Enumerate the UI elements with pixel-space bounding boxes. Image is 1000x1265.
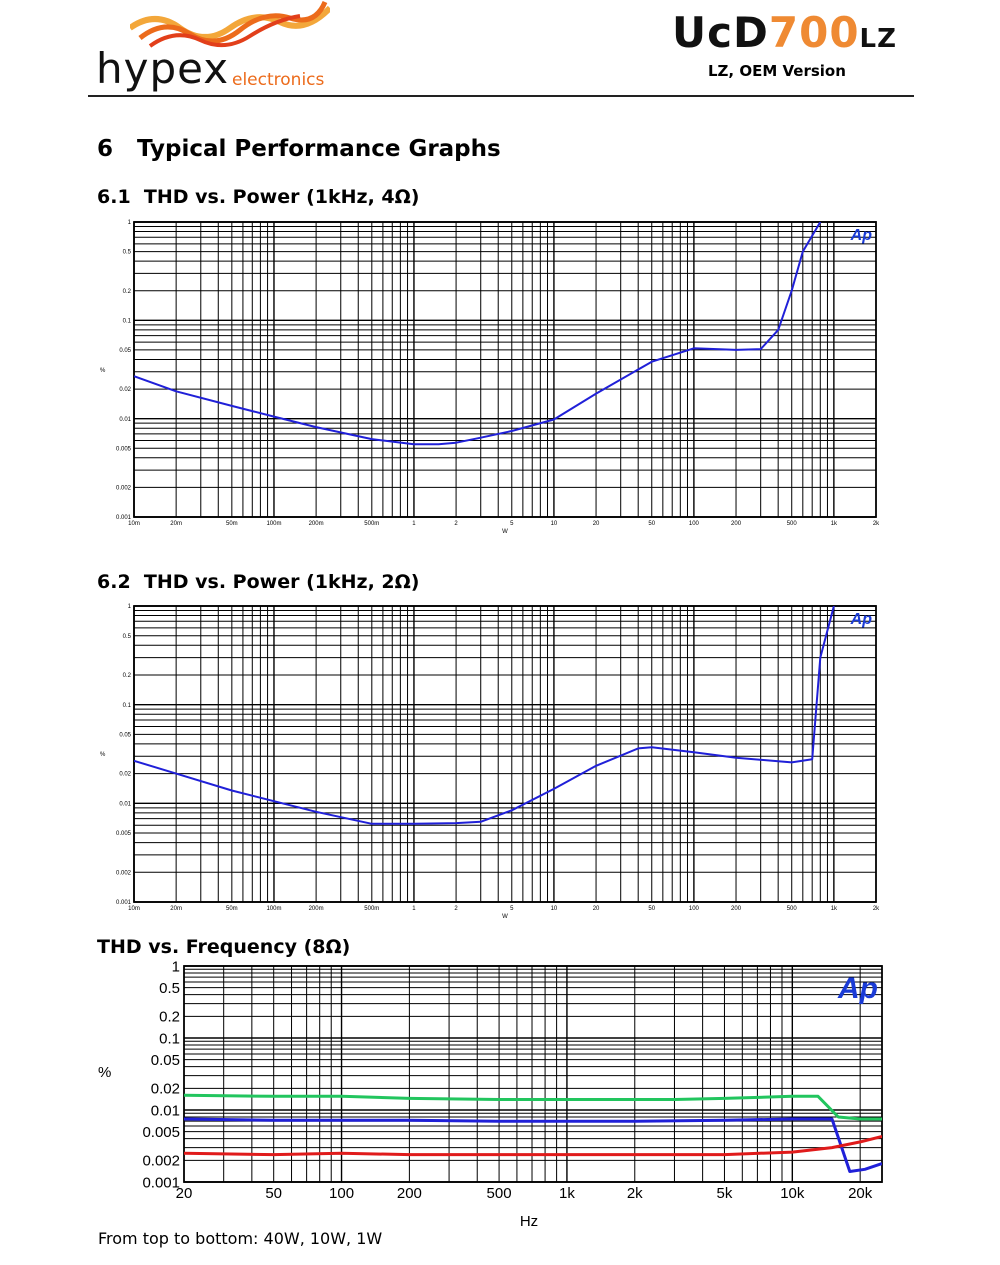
c2-xtick-label: 2	[454, 906, 458, 912]
c2-xtick-label: 50m	[226, 906, 238, 912]
c1-xtick-label: 2	[454, 521, 458, 527]
c1-xtick-label: 50	[648, 521, 656, 527]
c2-series-line-1	[134, 606, 834, 824]
c1-xtick-label: 200m	[308, 521, 324, 527]
c3-ytick-label: 0.2	[159, 1008, 180, 1026]
c2-ytick-label: 0.005	[115, 831, 131, 838]
c2-ytick-label: 0.01	[119, 801, 131, 808]
chart2-title: THD vs. Power (1kHz, 2Ω)	[143, 571, 420, 593]
c2-xtick-label: 100m	[266, 906, 282, 912]
c3-ylabel: %	[98, 1064, 112, 1081]
product-subtitle: LZ, OEM Version	[708, 62, 846, 80]
c1-plot-frame	[134, 222, 876, 517]
c2-ytick-label: 0.1	[122, 702, 131, 709]
c2-xtick-label: 20m	[170, 906, 182, 912]
c2-xtick-label: 100	[688, 906, 699, 912]
c2-xtick-label: 20	[592, 906, 600, 912]
c2-xtick-label: 200m	[308, 906, 324, 912]
c1-ytick-label: 1	[127, 220, 131, 227]
c1-xtick-label: 100	[688, 521, 699, 527]
c1-ytick-label: 0.5	[122, 249, 131, 256]
chart2-number: 6.2	[97, 571, 131, 593]
c3-xtick-label: 2k	[626, 1185, 643, 1202]
brand-subtitle: electronics	[232, 70, 325, 90]
c1-xtick-label: 100m	[266, 521, 282, 527]
chart1-title: THD vs. Power (1kHz, 4Ω)	[143, 186, 420, 208]
c1-xtick-label: 1k	[830, 521, 838, 527]
product-number: 700	[768, 8, 860, 57]
c1-xtick-label: 500	[786, 521, 797, 527]
c1-ytick-label: 0.05	[119, 348, 131, 355]
c3-series-line-1	[184, 1095, 882, 1119]
c3-ap-logo: Ap	[838, 972, 878, 1005]
chart3-title: THD vs. Frequency (8Ω)	[97, 936, 351, 958]
c1-series-line-1	[134, 222, 820, 444]
c2-ytick-label: 0.5	[122, 633, 131, 640]
c2-ytick-label: 0.002	[115, 870, 131, 877]
c2-xtick-label: 50	[648, 906, 656, 912]
brand-name: hypex	[96, 44, 230, 93]
c3-plot-frame	[184, 966, 882, 1182]
c1-ytick-label: 0.01	[119, 416, 131, 423]
chart1-number: 6.1	[97, 186, 131, 208]
c3-xtick-label: 10k	[780, 1185, 805, 1202]
c2-ytick-label: 0.02	[119, 771, 131, 778]
c1-xtick-label: 10m	[128, 521, 140, 527]
c3-ytick-label: 0.5	[159, 979, 180, 997]
c1-ytick-label: 0.002	[115, 485, 131, 492]
c2-ap-logo: Ap	[850, 611, 872, 628]
c1-ytick-label: 0.001	[115, 515, 131, 522]
c1-ytick-label: 0.1	[122, 318, 131, 325]
c2-ytick-label: 0.001	[115, 900, 131, 907]
c2-xtick-label: 1	[412, 906, 416, 912]
c1-xtick-label: 2k	[872, 521, 880, 527]
c3-series-line-2	[184, 1119, 882, 1172]
footer-caption: From top to bottom: 40W, 10W, 1W	[98, 1229, 383, 1248]
c1-xtick-label: 500m	[364, 521, 380, 527]
product-prefix: UcD	[672, 8, 769, 57]
c1-xtick-label: 20	[592, 521, 600, 527]
c1-xtick-label: 1	[412, 521, 416, 527]
c2-xtick-label: 500	[786, 906, 797, 912]
c1-xtick-label: 5	[510, 521, 514, 527]
c3-xtick-label: 1k	[559, 1185, 575, 1202]
c2-xtick-label: 5	[510, 906, 514, 912]
c3-ytick-label: 0.05	[150, 1051, 180, 1069]
c3-ytick-label: 0.001	[142, 1174, 180, 1192]
c3-ytick-label: 0.01	[150, 1102, 180, 1120]
c3-xtick-label: 500	[486, 1185, 512, 1202]
c1-ytick-label: 0.005	[115, 446, 131, 453]
c2-ytick-label: 0.05	[119, 732, 131, 739]
c3-ytick-label: 0.1	[159, 1030, 180, 1048]
product-suffix: LZ	[859, 24, 897, 54]
c3-ytick-label: 0.005	[142, 1123, 180, 1141]
c3-xtick-label: 20	[175, 1185, 193, 1202]
c2-xtick-label: 500m	[364, 906, 380, 912]
c2-xtick-label: 1k	[830, 906, 838, 912]
c3-ytick-label: 0.02	[150, 1080, 180, 1098]
c3-xtick-label: 200	[396, 1185, 422, 1202]
c2-ytick-label: 0.2	[122, 673, 131, 680]
c3-ytick-label: 0.002	[142, 1152, 180, 1170]
c1-ap-logo: Ap	[850, 227, 872, 244]
c3-xtick-label: 5k	[716, 1185, 733, 1202]
c2-xlabel: W	[502, 914, 508, 920]
c3-xtick-label: 20k	[848, 1185, 873, 1202]
section-title: Typical Performance Graphs	[137, 136, 501, 162]
c2-xtick-label: 2k	[872, 906, 880, 912]
c2-ytick-label: 1	[127, 604, 131, 611]
c1-xtick-label: 20m	[170, 521, 182, 527]
c3-xlabel: Hz	[519, 1213, 539, 1230]
c2-plot-frame	[134, 606, 876, 902]
c2-xtick-label: 10	[550, 906, 558, 912]
c2-xtick-label: 200	[731, 906, 742, 912]
c3-ytick-label: 1	[171, 958, 180, 976]
c1-xtick-label: 200	[731, 521, 742, 527]
c3-xtick-label: 100	[329, 1185, 355, 1202]
section-number: 6	[97, 136, 114, 162]
c1-ytick-label: 0.02	[119, 387, 131, 394]
c1-xlabel: W	[502, 529, 508, 535]
c1-xtick-label: 10	[550, 521, 558, 527]
c1-ylabel: %	[100, 368, 106, 374]
c1-ytick-label: 0.2	[122, 288, 131, 295]
c2-xtick-label: 10m	[128, 906, 140, 912]
c1-xtick-label: 50m	[226, 521, 238, 527]
c2-ylabel: %	[100, 752, 106, 758]
c3-xtick-label: 50	[265, 1185, 283, 1202]
